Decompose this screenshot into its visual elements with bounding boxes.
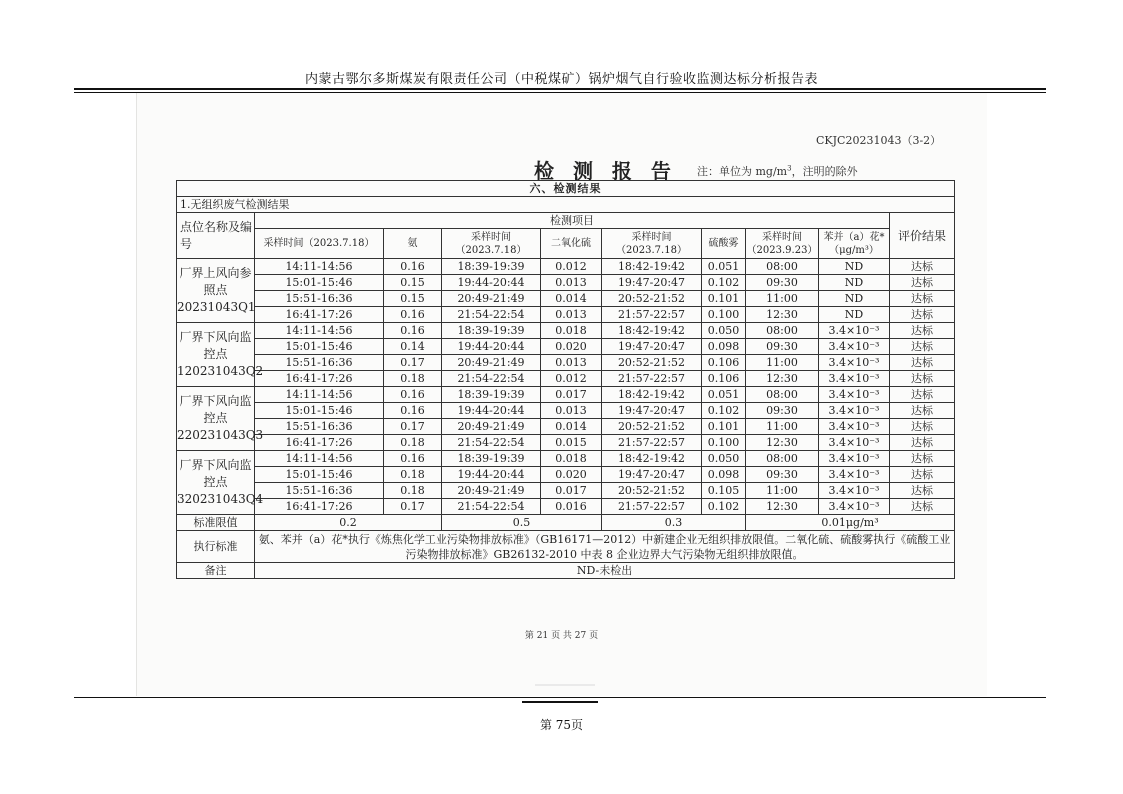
- table-cell: 20:52-21:52: [602, 291, 702, 307]
- col-header: 采样时间（2023.7.18）: [602, 229, 702, 259]
- table-cell: 19:44-20:44: [442, 275, 541, 291]
- table-cell: 0.018: [541, 323, 602, 339]
- point-name: 厂界下风向监控点 220231043Q3: [177, 387, 255, 451]
- footer-rule-short: [522, 701, 598, 703]
- table-cell: 0.16: [384, 451, 442, 467]
- table-row: [177, 355, 955, 371]
- table-cell: 3.4×10⁻³: [819, 499, 890, 515]
- table-cell: 达标: [890, 323, 955, 339]
- table-cell: 21:57-22:57: [602, 307, 702, 323]
- table-cell: 0.014: [541, 291, 602, 307]
- table-cell: 3.4×10⁻³: [819, 387, 890, 403]
- remark-label: 备注: [177, 563, 255, 579]
- section-title: 六、检测结果: [177, 181, 955, 197]
- table-cell: 0.16: [384, 323, 442, 339]
- table-cell: 0.17: [384, 499, 442, 515]
- table-cell: 14:11-14:56: [255, 387, 384, 403]
- table-cell: 0.020: [541, 467, 602, 483]
- table-cell: 达标: [890, 483, 955, 499]
- standard-label: 执行标准: [177, 531, 255, 563]
- table-cell: 12:30: [746, 371, 819, 387]
- table-cell: 15:51-16:36: [255, 355, 384, 371]
- point-name: 厂界下风向监控点 120231043Q2: [177, 323, 255, 387]
- col-header: 氨: [384, 229, 442, 259]
- table-cell: 18:39-19:39: [442, 387, 541, 403]
- table-row: [177, 307, 955, 323]
- table-cell: 15:51-16:36: [255, 291, 384, 307]
- table-cell: 0.098: [702, 339, 746, 355]
- limit-so2: 0.5: [442, 515, 602, 531]
- table-cell: 0.15: [384, 275, 442, 291]
- table-cell: 0.017: [541, 483, 602, 499]
- table-cell: 0.012: [541, 259, 602, 275]
- table-cell: 12:30: [746, 499, 819, 515]
- faint-mark: [535, 684, 595, 686]
- table-cell: 11:00: [746, 355, 819, 371]
- table-cell: 达标: [890, 339, 955, 355]
- table-cell: 11:00: [746, 483, 819, 499]
- table-cell: 3.4×10⁻³: [819, 419, 890, 435]
- table-cell: 0.14: [384, 339, 442, 355]
- table-cell: 16:41-17:26: [255, 371, 384, 387]
- table-cell: 0.015: [541, 435, 602, 451]
- table-cell: 0.18: [384, 483, 442, 499]
- point-name: 厂界上风向参照点20231043Q1: [177, 259, 255, 323]
- table-cell: 18:42-19:42: [602, 387, 702, 403]
- table-cell: 18:42-19:42: [602, 259, 702, 275]
- table-cell: 0.051: [702, 387, 746, 403]
- table-cell: 16:41-17:26: [255, 307, 384, 323]
- table-cell: 20:52-21:52: [602, 419, 702, 435]
- table-cell: 11:00: [746, 291, 819, 307]
- table-cell: 0.17: [384, 355, 442, 371]
- table-cell: 15:01-15:46: [255, 467, 384, 483]
- table-row: [177, 323, 955, 339]
- table-cell: 0.102: [702, 499, 746, 515]
- table-cell: 19:44-20:44: [442, 339, 541, 355]
- results-table: [176, 180, 955, 579]
- table-cell: 0.012: [541, 371, 602, 387]
- point-header: 点位名称及编号: [177, 213, 255, 259]
- table-cell: 达标: [890, 291, 955, 307]
- table-cell: 21:54-22:54: [442, 371, 541, 387]
- table-cell: 15:01-15:46: [255, 275, 384, 291]
- table-cell: 15:01-15:46: [255, 403, 384, 419]
- table-cell: 0.013: [541, 307, 602, 323]
- table-cell: 达标: [890, 307, 955, 323]
- table-row: [177, 403, 955, 419]
- table-cell: 12:30: [746, 435, 819, 451]
- table-cell: 0.050: [702, 451, 746, 467]
- table-cell: 19:47-20:47: [602, 339, 702, 355]
- subsection-title: 1.无组织废气检测结果: [177, 197, 955, 213]
- table-cell: 0.16: [384, 403, 442, 419]
- table-cell: 21:54-22:54: [442, 499, 541, 515]
- col-header: 采样时间（2023.7.18）: [255, 229, 384, 259]
- table-cell: 19:44-20:44: [442, 403, 541, 419]
- table-cell: 0.106: [702, 371, 746, 387]
- limit-ammonia: 0.2: [255, 515, 442, 531]
- table-cell: 11:00: [746, 419, 819, 435]
- table-cell: 0.051: [702, 259, 746, 275]
- table-cell: 0.18: [384, 371, 442, 387]
- table-cell: 0.15: [384, 291, 442, 307]
- table-cell: 达标: [890, 499, 955, 515]
- table-cell: 达标: [890, 403, 955, 419]
- table-cell: 达标: [890, 451, 955, 467]
- table-cell: 16:41-17:26: [255, 499, 384, 515]
- table-cell: 0.016: [541, 499, 602, 515]
- point-name: 厂界下风向监控点 320231043Q4: [177, 451, 255, 515]
- table-cell: 0.102: [702, 275, 746, 291]
- table-cell: 达标: [890, 467, 955, 483]
- col-header: 二氧化硫: [541, 229, 602, 259]
- table-cell: 3.4×10⁻³: [819, 323, 890, 339]
- table-cell: 18:42-19:42: [602, 323, 702, 339]
- table-cell: 达标: [890, 371, 955, 387]
- table-cell: 达标: [890, 435, 955, 451]
- col-header: 采样时间（2023.9.23）: [746, 229, 819, 259]
- table-cell: 达标: [890, 419, 955, 435]
- table-cell: 09:30: [746, 467, 819, 483]
- page-header-title: 内蒙古鄂尔多斯煤炭有限责任公司（中税煤矿）锅炉烟气自行验收监测达标分析报告表: [304, 72, 818, 87]
- table-cell: 14:11-14:56: [255, 259, 384, 275]
- table-cell: 0.050: [702, 323, 746, 339]
- table-cell: 20:52-21:52: [602, 355, 702, 371]
- table-cell: 0.013: [541, 355, 602, 371]
- header-rule: [74, 88, 1046, 90]
- table-cell: 18:42-19:42: [602, 451, 702, 467]
- remark-text: ND-未检出: [255, 563, 955, 579]
- table-cell: 3.4×10⁻³: [819, 435, 890, 451]
- limit-bap: 0.01μg/m³: [746, 515, 955, 531]
- table-cell: 09:30: [746, 339, 819, 355]
- items-header: 检测项目: [255, 213, 890, 229]
- table-cell: 0.101: [702, 419, 746, 435]
- table-cell: 08:00: [746, 387, 819, 403]
- table-cell: 18:39-19:39: [442, 323, 541, 339]
- table-cell: 08:00: [746, 451, 819, 467]
- table-row: [177, 467, 955, 483]
- table-cell: 20:49-21:49: [442, 355, 541, 371]
- table-cell: 0.100: [702, 307, 746, 323]
- table-cell: ND: [819, 307, 890, 323]
- table-cell: 0.013: [541, 275, 602, 291]
- table-cell: 达标: [890, 387, 955, 403]
- table-cell: 18:39-19:39: [442, 451, 541, 467]
- table-cell: 0.100: [702, 435, 746, 451]
- table-cell: 0.018: [541, 451, 602, 467]
- table-cell: 0.105: [702, 483, 746, 499]
- table-cell: 0.16: [384, 307, 442, 323]
- table-cell: 15:51-16:36: [255, 483, 384, 499]
- col-header: 苯并（a）花*（μg/m³）: [819, 229, 890, 259]
- table-cell: 0.101: [702, 291, 746, 307]
- table-cell: 20:49-21:49: [442, 291, 541, 307]
- report-title: 检 测 报 告: [534, 159, 677, 183]
- table-cell: 0.16: [384, 387, 442, 403]
- col-header: 采样时间（2023.7.18）: [442, 229, 541, 259]
- table-cell: 0.106: [702, 355, 746, 371]
- table-cell: 21:57-22:57: [602, 435, 702, 451]
- table-cell: 18:39-19:39: [442, 259, 541, 275]
- table-row: [177, 259, 955, 275]
- table-row: [177, 371, 955, 387]
- table-row: [177, 419, 955, 435]
- table-cell: 0.16: [384, 259, 442, 275]
- table-cell: 20:49-21:49: [442, 483, 541, 499]
- table-cell: 21:54-22:54: [442, 307, 541, 323]
- table-cell: 21:57-22:57: [602, 499, 702, 515]
- table-row: [177, 435, 955, 451]
- table-row: [177, 483, 955, 499]
- table-cell: 09:30: [746, 275, 819, 291]
- table-cell: 21:54-22:54: [442, 435, 541, 451]
- table-row: [177, 291, 955, 307]
- table-cell: 达标: [890, 275, 955, 291]
- table-cell: 14:11-14:56: [255, 451, 384, 467]
- standard-text: 氨、苯并（a）花*执行《炼焦化学工业污染物排放标准》（GB16171—2012）中新建企业无组织排放限值。二氧化硫、硫酸雾执行《硫酸工业污染物排放标准》GB26132-2010 中表 8 企业边界大气污染物无组织排放限值。: [255, 531, 955, 563]
- table-row: [177, 499, 955, 515]
- table-cell: 14:11-14:56: [255, 323, 384, 339]
- table-cell: 19:47-20:47: [602, 275, 702, 291]
- table-cell: 达标: [890, 259, 955, 275]
- table-cell: 0.17: [384, 419, 442, 435]
- table-cell: 3.4×10⁻³: [819, 371, 890, 387]
- col-header: 硫酸雾: [702, 229, 746, 259]
- report-code: CKJC20231043（3-2）: [816, 134, 942, 147]
- table-cell: 0.014: [541, 419, 602, 435]
- table-row: [177, 339, 955, 355]
- footer-rule: [74, 697, 1046, 698]
- table-cell: 12:30: [746, 307, 819, 323]
- table-row: [177, 387, 955, 403]
- unit-note: 注：单位为 $mg/m^3$，注明的除外: [697, 164, 858, 178]
- limit-label: 标准限值: [177, 515, 255, 531]
- table-cell: 19:44-20:44: [442, 467, 541, 483]
- table-cell: 15:51-16:36: [255, 419, 384, 435]
- table-cell: 3.4×10⁻³: [819, 483, 890, 499]
- table-cell: 09:30: [746, 403, 819, 419]
- table-cell: 3.4×10⁻³: [819, 467, 890, 483]
- table-cell: 21:57-22:57: [602, 371, 702, 387]
- table-cell: 19:47-20:47: [602, 467, 702, 483]
- table-cell: 达标: [890, 355, 955, 371]
- result-header: 评价结果: [890, 213, 955, 259]
- table-row: [177, 275, 955, 291]
- inner-page-number: 第 21 页 共 27 页: [524, 631, 599, 641]
- table-cell: 3.4×10⁻³: [819, 403, 890, 419]
- table-cell: ND: [819, 275, 890, 291]
- table-cell: 0.020: [541, 339, 602, 355]
- table-cell: ND: [819, 291, 890, 307]
- table-cell: 0.102: [702, 403, 746, 419]
- table-cell: 3.4×10⁻³: [819, 339, 890, 355]
- table-cell: 3.4×10⁻³: [819, 355, 890, 371]
- table-cell: 15:01-15:46: [255, 339, 384, 355]
- table-cell: 20:49-21:49: [442, 419, 541, 435]
- footer-page-number: 第 75页: [539, 718, 584, 732]
- table-row: [177, 451, 955, 467]
- limit-sulfuric: 0.3: [602, 515, 746, 531]
- table-cell: 3.4×10⁻³: [819, 451, 890, 467]
- table-cell: 20:52-21:52: [602, 483, 702, 499]
- table-cell: 0.017: [541, 387, 602, 403]
- table-cell: 19:47-20:47: [602, 403, 702, 419]
- table-cell: 08:00: [746, 259, 819, 275]
- table-cell: 0.013: [541, 403, 602, 419]
- table-cell: 0.18: [384, 467, 442, 483]
- table-cell: ND: [819, 259, 890, 275]
- table-cell: 0.098: [702, 467, 746, 483]
- table-cell: 16:41-17:26: [255, 435, 384, 451]
- table-cell: 0.18: [384, 435, 442, 451]
- table-cell: 08:00: [746, 323, 819, 339]
